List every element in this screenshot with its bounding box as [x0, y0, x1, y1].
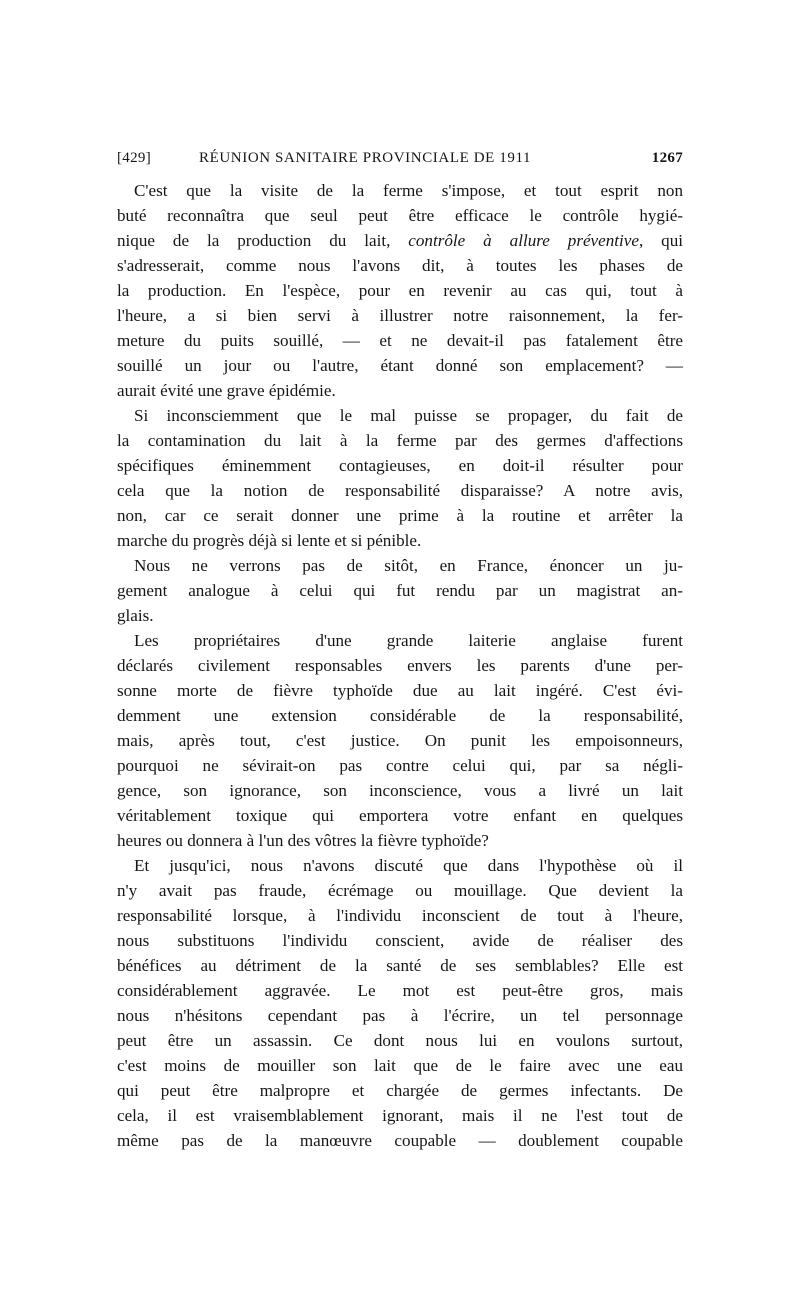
text-line: gence, son ignorance, son inconscience, vous a livré un lait [117, 781, 683, 800]
text-line: gement analogue à celui qui fut rendu par un magistrat an- [117, 581, 683, 600]
text-line: cela que la notion de responsabilité disparaisse? A notre avis, [117, 481, 683, 500]
text-line: Les propriétaires d'une grande laiterie anglaise furent [134, 631, 683, 650]
text-line: bénéfices au détriment de la santé de ses semblables? Elle est [117, 956, 683, 975]
text-line: la contamination du lait à la ferme par des germes d'affections [117, 431, 683, 450]
text-line: non, car ce serait donner une prime à la routine et arrêter la [117, 506, 683, 525]
text-line: s'adresserait, comme nous l'avons dit, à toutes les phases de [117, 256, 683, 275]
text-line: cela, il est vraisemblablement ignorant, mais il ne l'est tout de [117, 1106, 683, 1125]
paragraph-3 [117, 553, 683, 628]
text-line: Et jusqu'ici, nous n'avons discuté que dans l'hypothèse où il [134, 856, 683, 875]
text-line: C'est que la visite de la ferme s'impose, et tout esprit non [134, 181, 683, 200]
text-line: responsabilité lorsque, à l'individu inconscient de tout à l'heure, [117, 906, 683, 925]
text-line: pourquoi ne sévirait-on pas contre celui qui, par sa négli- [117, 756, 683, 775]
text-line: marche du progrès déjà si lente et si pénible. [117, 531, 422, 550]
text-line: aurait évité une grave épidémie. [117, 381, 336, 400]
paragraph-4 [117, 628, 683, 853]
text-line: qui peut être malpropre et chargée de germes infectants. De [117, 1081, 683, 1100]
text-line: sonne morte de fièvre typhoïde due au lait ingéré. C'est évi- [117, 681, 683, 700]
text-line: n'y avait pas fraude, écrémage ou mouillage. Que devient la [117, 881, 683, 900]
text-line: même pas de la manœuvre coupable — doublement coupable [117, 1131, 683, 1150]
text-line: considérablement aggravée. Le mot est peut-être gros, mais [117, 981, 683, 1000]
text-line: c'est moins de mouiller son lait que de le faire avec une eau [117, 1056, 683, 1075]
text-line: l'heure, a si bien servi à illustrer notre raisonnement, la fer- [117, 306, 683, 325]
book-page [117, 146, 683, 1153]
text-line: nous substituons l'individu conscient, avide de réaliser des [117, 931, 683, 950]
text-line: meture du puits souillé, — et ne devait-il pas fatalement être [117, 331, 683, 350]
text-line: déclarés civilement responsables envers les parents d'une per- [117, 656, 683, 675]
text-line-with-italic: nique de la production du lait, contrôle à allure préventive, qui [117, 231, 683, 250]
text-line: Si inconsciemment que le mal puisse se propager, du fait de [134, 406, 683, 425]
text-line: la production. En l'espèce, pour en revenir au cas qui, tout à [117, 281, 683, 300]
text-line: souillé un jour ou l'autre, étant donné son emplacement? — [117, 356, 683, 375]
text-line: buté reconnaîtra que seul peut être efficace le contrôle hygié- [117, 206, 683, 225]
paragraph-1 [117, 178, 683, 403]
text-line: heures ou donnera à l'un des vôtres la fièvre typhoïde? [117, 831, 489, 850]
text-line: spécifiques éminemment contagieuses, en doit-il résulter pour [117, 456, 683, 475]
paragraph-2 [117, 403, 683, 553]
paragraph-5 [117, 853, 683, 1153]
text-line: demment une extension considérable de la responsabilité, [117, 706, 683, 725]
text-line: nous n'hésitons cependant pas à l'écrire, un tel personnage [117, 1006, 683, 1025]
page-number: 1267 [651, 150, 683, 166]
text-line: véritablement toxique qui emportera votre enfant en quelques [117, 806, 683, 825]
body-text [117, 178, 683, 1153]
running-title: RÉUNION SANITAIRE PROVINCIALE DE 1911 [199, 150, 532, 166]
text-line: peut être un assassin. Ce dont nous lui en voulons surtout, [117, 1031, 683, 1050]
text-line: Nous ne verrons pas de sitôt, en France, énoncer un ju- [134, 556, 683, 575]
section-reference: [429] [117, 150, 151, 166]
italic-phrase: contrôle à allure préventive [408, 231, 639, 250]
text-line: mais, après tout, c'est justice. On punit les empoisonneurs, [117, 731, 683, 750]
running-header [117, 146, 683, 174]
text-line: glais. [117, 606, 154, 625]
